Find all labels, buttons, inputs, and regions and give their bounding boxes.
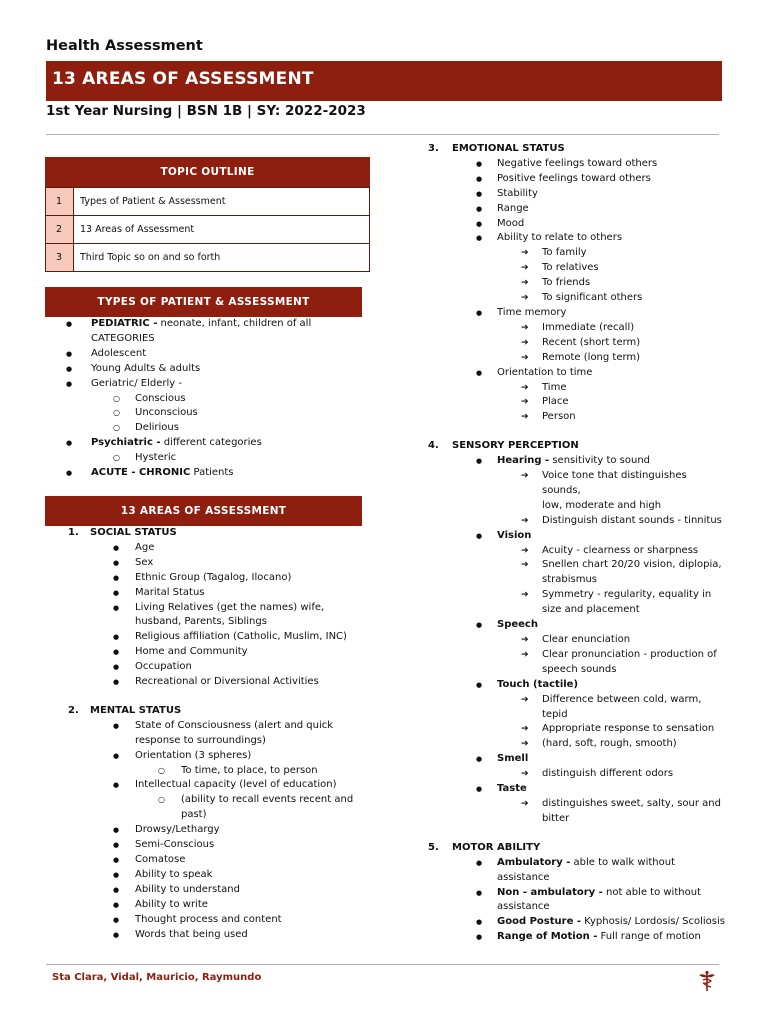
sub-item: ➔ Snellen chart 20/20 vision, diplopia, <box>428 558 728 573</box>
area-number: 2. <box>68 704 79 716</box>
sub-item: ○ Conscious <box>45 392 375 407</box>
term-desc: Full range of motion <box>597 931 701 943</box>
social-status-title <box>45 526 375 541</box>
outline-text: Third Topic so on and so forth <box>74 244 370 272</box>
area-number: 4. <box>428 440 439 452</box>
list-item: ● Speech <box>428 618 728 633</box>
left-column <box>45 157 375 942</box>
sub-item: ➔ Person <box>428 410 728 425</box>
area-label: EMOTIONAL STATUS <box>452 143 565 154</box>
term-bold: Ambulatory - <box>497 856 571 868</box>
list-item: ● Vision <box>428 529 728 544</box>
bottom-divider <box>46 964 719 965</box>
outline-text: Types of Patient & Assessment <box>74 188 370 216</box>
outline-text: 13 Areas of Assessment <box>74 216 370 244</box>
term-desc: different categories <box>160 437 262 449</box>
sub-item-cont: past) <box>181 809 207 821</box>
types-list <box>45 317 375 481</box>
areas-header: 13 AREAS OF ASSESSMENT <box>45 496 362 526</box>
list-item: ● State of Consciousness (alert and quick <box>45 719 375 734</box>
term-bold: PEDIATRIC - <box>91 318 158 329</box>
sub-item: ➔ Clear enunciation <box>428 633 728 648</box>
mental-status-title <box>45 704 375 719</box>
sub-item-cont: tepid <box>542 708 568 720</box>
area-label: SENSORY PERCEPTION <box>452 440 579 452</box>
term-bold: Non - ambulatory - <box>497 886 603 898</box>
sub-item: ➔ Place <box>428 395 728 410</box>
list-item: ● Smell <box>428 752 728 767</box>
sub-item: ➔ Immediate (recall) <box>428 321 728 336</box>
area-label: MENTAL STATUS <box>90 704 182 716</box>
list-item: ● Ability to write <box>45 898 375 913</box>
term-bold: ACUTE - CHRONIC <box>91 467 191 479</box>
sub-item: ➔ distinguishes sweet, salty, sour and <box>428 797 728 812</box>
sub-item-cont: low, moderate and high <box>542 499 662 511</box>
sub-item: ➔ Recent (short term) <box>428 336 728 351</box>
list-item: ● Comatose <box>45 853 375 868</box>
sub-item: ➔ Remote (long term) <box>428 351 728 366</box>
motor-list <box>428 856 728 945</box>
list-item: ● Stability <box>428 187 728 202</box>
term-desc: sensitivity to sound <box>549 455 651 467</box>
term-bold: Hearing - <box>497 455 550 467</box>
sub-item: ➔ To relatives <box>428 261 728 276</box>
term-bold: Psychiatric - <box>91 437 161 449</box>
sub-item: ➔ (hard, soft, rough, smooth) <box>428 737 728 752</box>
sub-item: ➔ Acuity - clearness or sharpness <box>428 544 728 559</box>
list-item: ● Mood <box>428 217 728 232</box>
top-divider <box>46 134 719 135</box>
list-item-cont: CATEGORIES <box>91 332 155 344</box>
footer-authors: Sta Clara, Vidal, Mauricio, Raymundo <box>52 972 262 983</box>
list-item: ● Drowsy/Lethargy <box>45 823 375 838</box>
list-item: ● Religious affiliation (Catholic, Muslim, INC) <box>45 630 375 645</box>
sub-item-cont: strabismus <box>542 574 597 586</box>
emotional-status-title <box>428 142 728 157</box>
area-number: 3. <box>428 143 439 154</box>
subject-title: Health Assessment <box>46 38 203 54</box>
sub-item: ○ Delirious <box>45 421 375 436</box>
sub-item: ➔ To significant others <box>428 291 728 306</box>
mental-list <box>45 719 375 943</box>
table-row <box>46 244 370 272</box>
sub-item: ➔ Appropriate response to sensation <box>428 722 728 737</box>
table-row <box>46 188 370 216</box>
list-item: ● Geriatric/ Elderly - <box>45 377 375 392</box>
list-item: ● Semi-Conscious <box>45 838 375 853</box>
list-item <box>428 454 728 469</box>
table-row <box>46 216 370 244</box>
sub-item: ○ Hysteric <box>45 451 375 466</box>
term-desc: Kyphosis/ Lordosis/ Scoliosis <box>580 916 725 928</box>
term-desc: neonate, infant, children of all <box>157 318 312 329</box>
list-item: ● Ability to understand <box>45 883 375 898</box>
list-item <box>428 930 728 945</box>
list-item: ● Ability to relate to others <box>428 231 728 246</box>
topic-outline-table <box>45 187 370 272</box>
list-item: ● Ethnic Group (Tagalog, Ilocano) <box>45 571 375 586</box>
sub-item-cont: bitter <box>542 812 570 824</box>
outline-num: 3 <box>46 244 74 272</box>
area-label: SOCIAL STATUS <box>90 526 177 538</box>
caduceus-icon <box>698 970 716 992</box>
list-item: ● Orientation (3 spheres) <box>45 749 375 764</box>
list-item-cont: assistance <box>497 901 550 913</box>
sub-item: ○ (ability to recall events recent and <box>45 793 375 808</box>
list-item: ● Orientation to time <box>428 366 728 381</box>
list-item: ● Taste <box>428 782 728 797</box>
sub-item: ➔ To family <box>428 246 728 261</box>
area-number: 1. <box>68 526 79 538</box>
sub-item: ➔ Time <box>428 381 728 396</box>
list-item: ● Ability to speak <box>45 868 375 883</box>
term-bold: Good Posture - <box>497 916 581 928</box>
list-item: ● Positive feelings toward others <box>428 172 728 187</box>
motor-ability-title <box>428 841 728 856</box>
list-item-cont: husband, Parents, Siblings <box>135 616 267 628</box>
list-item: ● Marital Status <box>45 586 375 601</box>
outline-num: 1 <box>46 188 74 216</box>
list-item: ● Recreational or Diversional Activities <box>45 675 375 690</box>
social-list <box>45 541 375 690</box>
sub-item: ➔ Voice tone that distinguishes sounds, <box>428 469 728 499</box>
term-desc: not able to without <box>602 886 701 898</box>
list-item: ● Words that being used <box>45 928 375 943</box>
list-item: ● Young Adults & adults <box>45 362 375 377</box>
list-item: ● Range <box>428 202 728 217</box>
types-header: TYPES OF PATIENT & ASSESSMENT <box>45 287 362 317</box>
emotional-list <box>428 157 728 425</box>
list-item: ● Home and Community <box>45 645 375 660</box>
title-banner <box>46 61 722 101</box>
outline-num: 2 <box>46 216 74 244</box>
topic-outline-header: TOPIC OUTLINE <box>45 157 370 187</box>
list-item: ● Occupation <box>45 660 375 675</box>
sub-item-cont: size and placement <box>542 604 640 616</box>
list-item: ● Adolescent <box>45 347 375 362</box>
sub-item: ○ To time, to place, to person <box>45 764 375 779</box>
list-item <box>45 317 375 332</box>
list-item: ● Thought process and content <box>45 913 375 928</box>
list-item <box>428 856 728 886</box>
sub-item: ➔ To friends <box>428 276 728 291</box>
sub-item: ➔ Distinguish distant sounds - tinnitus <box>428 514 728 529</box>
term-desc: Patients <box>190 467 234 479</box>
list-item: ● Living Relatives (get the names) wife, <box>45 601 375 616</box>
sensory-perception-title <box>428 439 728 454</box>
area-number: 5. <box>428 841 439 853</box>
term-bold: Range of Motion - <box>497 931 598 943</box>
list-item <box>428 886 728 901</box>
list-item: ● Age <box>45 541 375 556</box>
sub-item: ➔ distinguish different odors <box>428 767 728 782</box>
sub-item: ➔ Difference between cold, warm, <box>428 693 728 708</box>
sub-item: ➔ Clear pronunciation - production of <box>428 648 728 663</box>
list-item: ● Sex <box>45 556 375 571</box>
list-item: ● Time memory <box>428 306 728 321</box>
right-column <box>428 142 728 945</box>
sub-item: ➔ Symmetry - regularity, equality in <box>428 588 728 603</box>
area-label: MOTOR ABILITY <box>452 841 541 853</box>
list-item <box>428 915 728 930</box>
list-item: ● Intellectual capacity (level of education) <box>45 778 375 793</box>
list-item <box>45 466 375 481</box>
term-desc: able to walk without assistance <box>497 856 675 883</box>
list-item-cont: response to surroundings) <box>135 734 266 746</box>
course-subtitle: 1st Year Nursing | BSN 1B | SY: 2022-2023 <box>46 103 366 119</box>
sub-item: ○ Unconscious <box>45 406 375 421</box>
sensory-list <box>428 454 728 827</box>
list-item <box>45 436 375 451</box>
list-item: ● Touch (tactile) <box>428 678 728 693</box>
list-item: ● Negative feelings toward others <box>428 157 728 172</box>
sub-item-cont: speech sounds <box>542 663 617 675</box>
banner-title: 13 AREAS OF ASSESSMENT <box>52 69 314 89</box>
